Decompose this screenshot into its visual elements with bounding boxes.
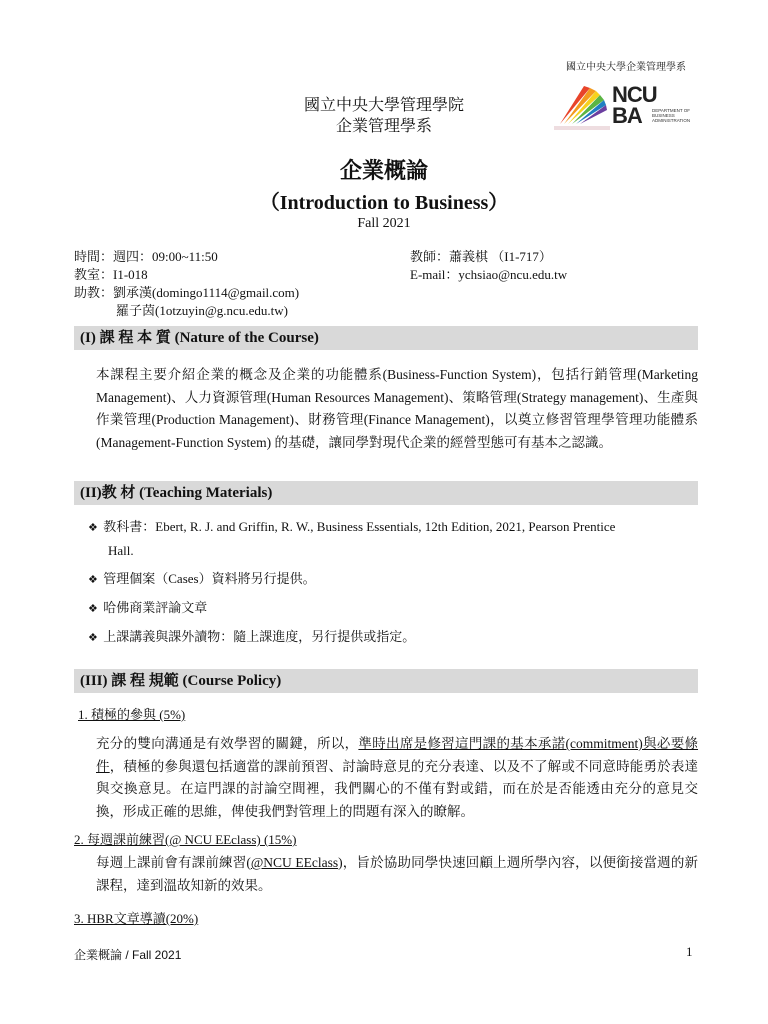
dept-name: 企業管理學系: [335, 118, 432, 135]
course-title-zh: 企業概論: [339, 158, 428, 183]
logo-ba-text: BA: [612, 103, 642, 128]
class-time: 時間：週四：09:00~11:50: [74, 249, 218, 264]
ta-1: 助教：劉承漢(domingo1114@gmail.com): [74, 285, 300, 300]
diamond-bullet-icon: ❖: [88, 522, 98, 534]
teacher-email: E-mail：ychsiao@ncu.edu.tw: [410, 267, 568, 282]
logo-ncu-text: NCU: [612, 82, 657, 107]
footer-left: 企業概論 / Fall 2021: [74, 948, 182, 962]
policy-2-emphasis: @NCU EEclass: [250, 855, 339, 870]
policy-3-title: 3. HBR文章導讀(20%): [74, 911, 199, 926]
section-1-body: 本課程主要介紹企業的概念及企業的功能體系(Business-Function System)，包括行銷管理(Marketing Management)、人力資源管理(Human Resources Management)、策略管理(Strategy management)、生產與作業管理(Production Management)、財務管理(Finance Management)，以奠立修習管理學管理功能體系(Management-Function System) 的基礎，讓同學對現代企業的經營型態可有基本之認識。: [96, 367, 698, 450]
material-item-4: ❖ 上課講義與課外讀物：隨上課進度，另行提供或指定。: [88, 626, 415, 649]
diamond-bullet-icon: ❖: [88, 574, 98, 586]
material-item-2: ❖ 管理個案（Cases）資料將另行提供。: [88, 568, 316, 591]
policy-2-body: 每週上課前會有課前練習(@NCU EEclass)，旨於協助同學快速回顧上週所學內容，以便銜接當週的新課程，達到溫故知新的效果。: [96, 855, 699, 893]
section-3-heading: (III) 課 程 規範 (Course Policy): [74, 669, 698, 693]
logo-subtext: DEPARTMENT OF BUSINESS ADMINISTRATION: [652, 108, 691, 123]
course-title-en: （Introduction to Business）: [259, 192, 509, 214]
material-item-1-cont: Hall.: [108, 543, 134, 558]
policy-1-title: 1. 積極的參與 (5%): [78, 707, 186, 722]
policy-1-emphasis: 準時出席是修習這門課的基本承諾(commitment)與必要條件: [96, 736, 699, 774]
section-2-heading: (II)教 材 (Teaching Materials): [74, 481, 698, 505]
classroom: 教室：I1-018: [74, 267, 148, 282]
teacher: 教師：蕭義棋 （I1-717）: [410, 249, 552, 264]
material-item-1: ❖ 教科書：Ebert, R. J. and Griffin, R. W., Business Essentials, 12th Edition, 2021, Pearson Prentice: [88, 516, 615, 539]
dept-caption: 國立中央大學企業管理學系: [566, 62, 686, 73]
material-item-3: ❖ 哈佛商業評論文章: [88, 597, 207, 620]
policy-1-body: 充分的雙向溝通是有效學習的關鍵，所以，準時出席是修習這門課的基本承諾(commitment)與必要條件，積極的參與還包括適當的課前預習、討論時意見的充分表達、以及不了解或不同意時能勇於表達與交換意見。在這門課的討論空間裡，我們關心的不僅有對或錯，而在於是否能透由充分的意見交換，形成正確的思維，俾使我們對管理上的問題有深入的瞭解。: [96, 736, 699, 819]
school-name: 國立中央大學管理學院: [303, 97, 464, 114]
diamond-bullet-icon: ❖: [88, 603, 98, 615]
section-1-heading: (I) 課 程 本 質 (Nature of the Course): [74, 326, 698, 350]
term: Fall 2021: [357, 216, 411, 231]
page-number: 1: [686, 944, 693, 959]
ta-2: 羅子茵(1otzuyin@g.ncu.edu.tw): [116, 303, 288, 318]
policy-2-title: 2. 每週課前練習(@ NCU EEclass) (15%): [74, 832, 297, 847]
diamond-bullet-icon: ❖: [88, 632, 98, 644]
